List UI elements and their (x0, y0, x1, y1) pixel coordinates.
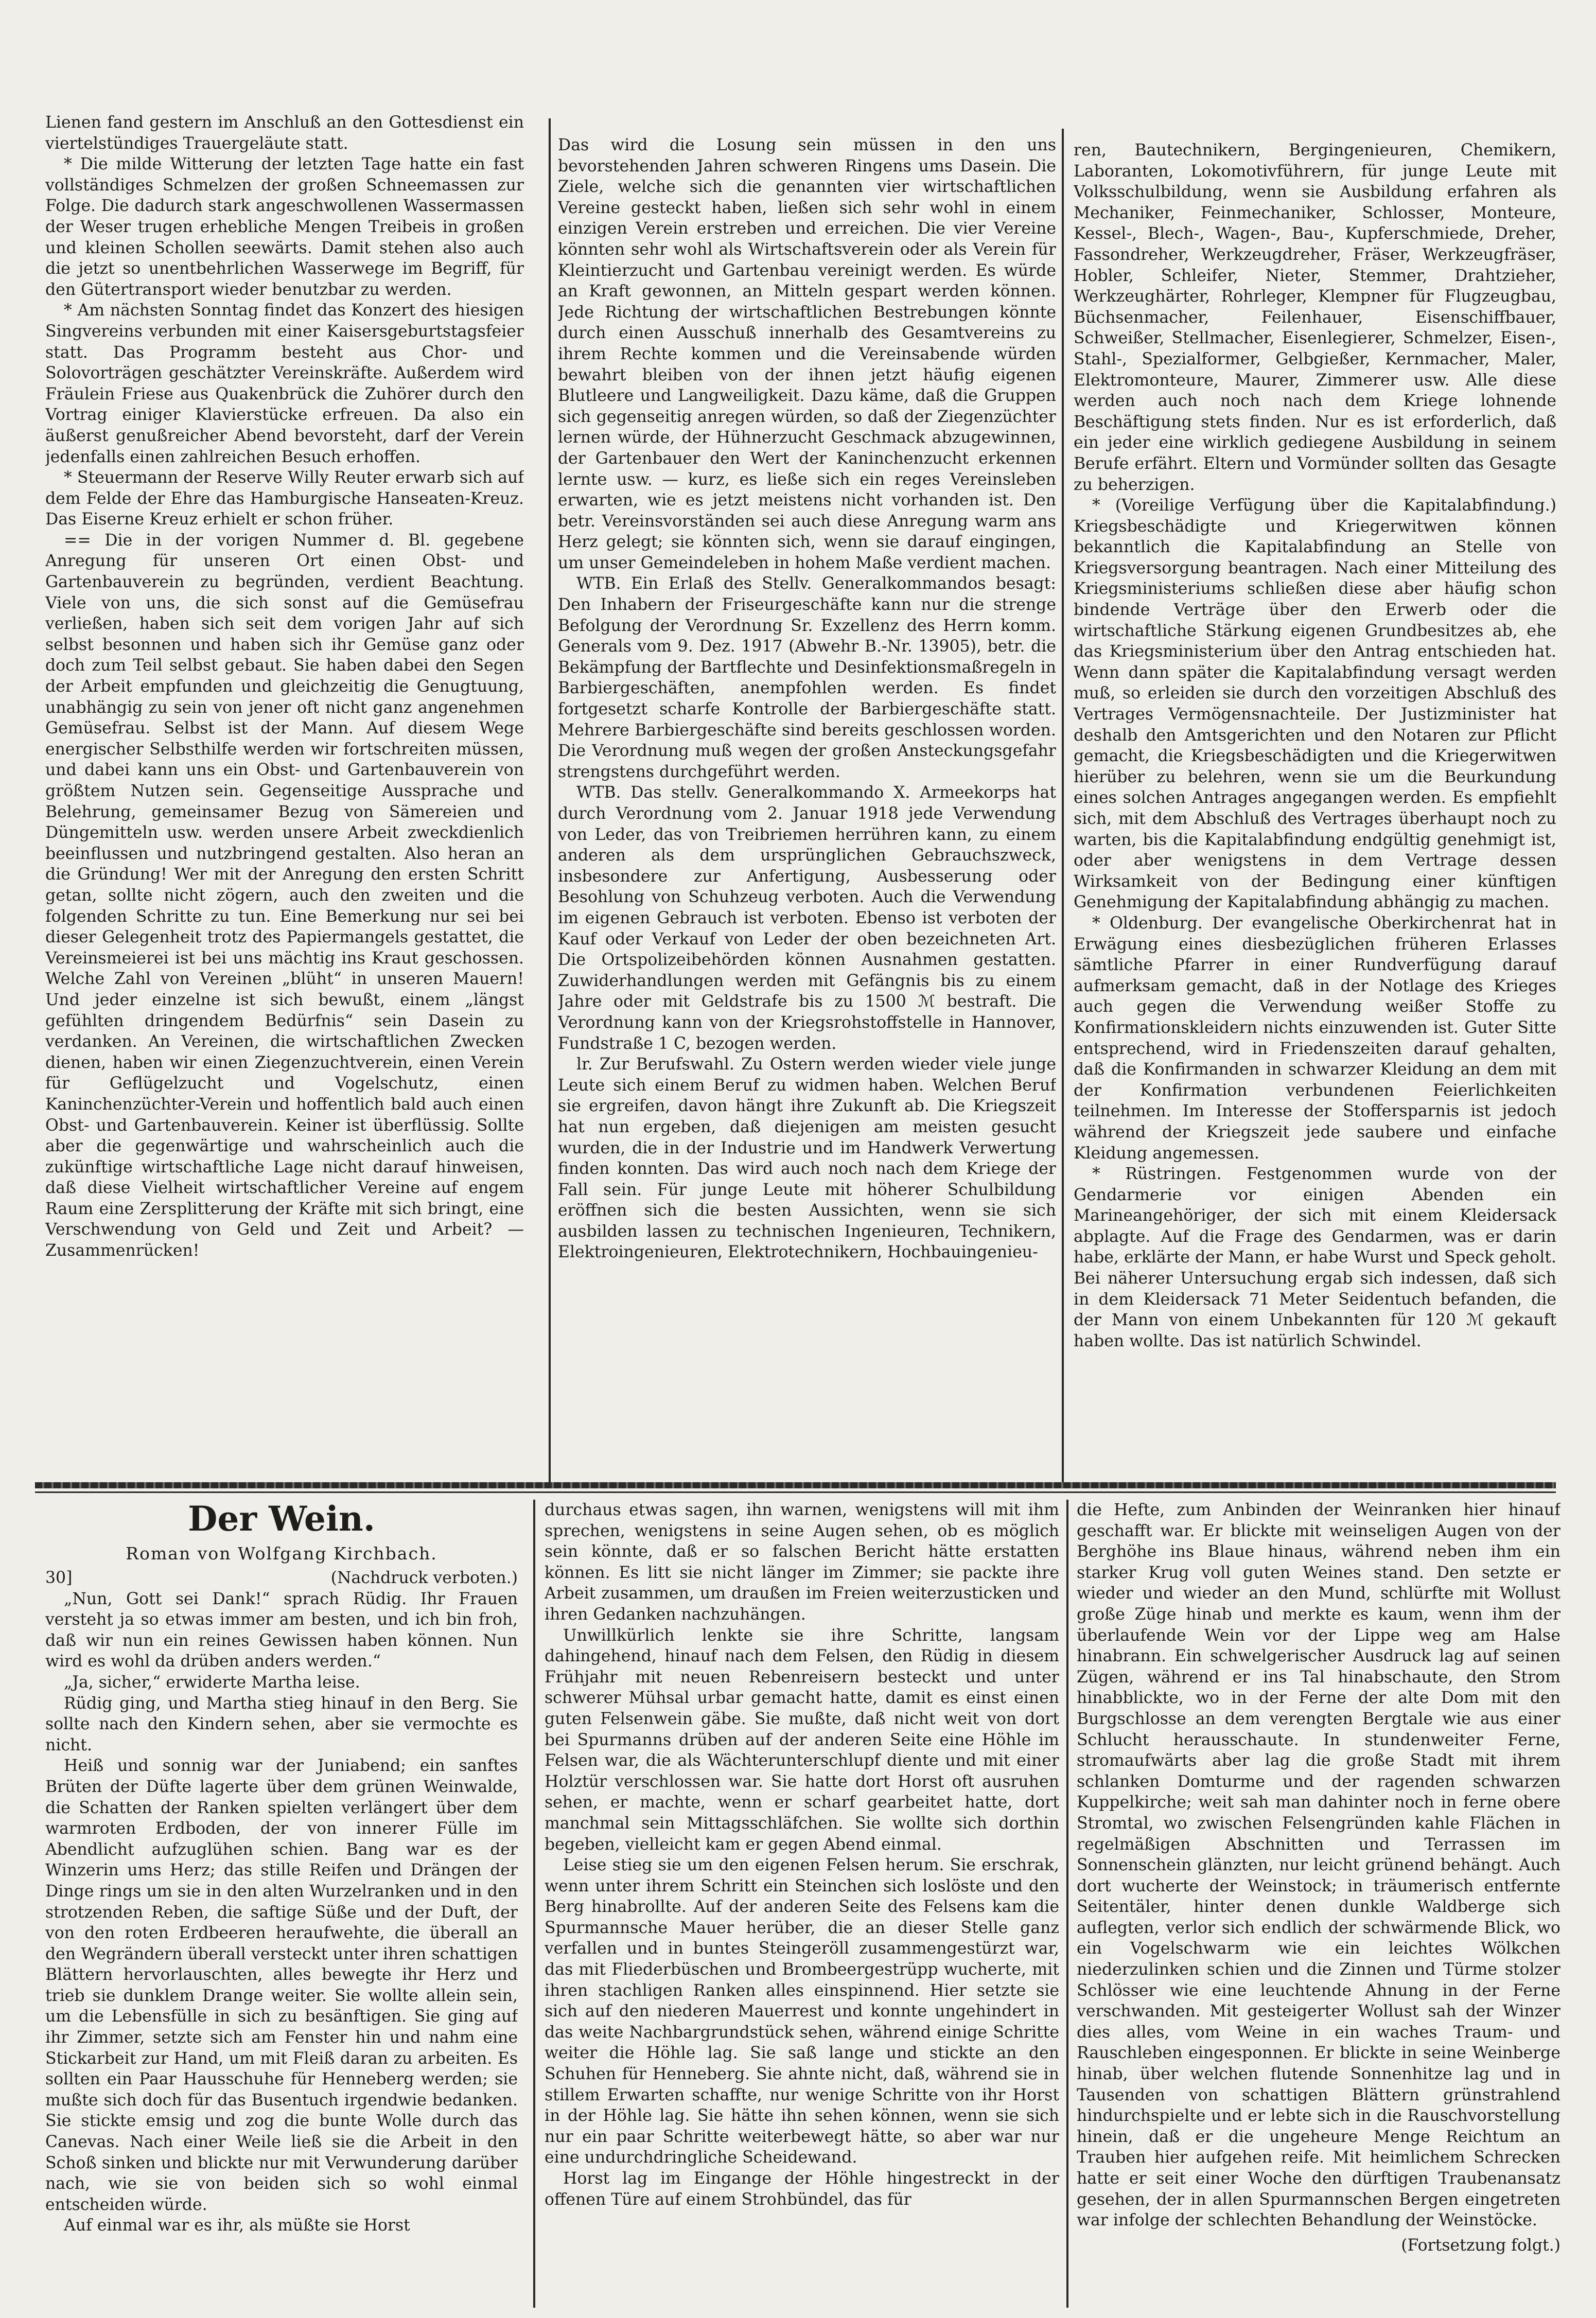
instalment-number: 30] (45, 1569, 73, 1587)
article-paragraph: * (Voreilige Verfügung über die Kapitalabfindung.) Kriegsbeschädigte und Kriegerwitwen können bekanntlich die Kapitalabfindung an Stelle von Kriegsversorgung beantragen. Nach einer Mitteilung des Kriegsministeriums schließen diese aber häufig schon bindende Verträge über den Erwerb oder die wirtschaftliche Stärkung eigenen Grundbesitzes ab, ehe das Kriegsministerium über den Antrag entschieden hat. Wenn dann später die Kapitalabfindung versagt werden muß, so erleiden sie durch den vorzeitigen Abschluß des Vertrages Vermögensnachteile. Der Justizminister hat deshalb den Amtsgerichten und den Notaren zur Pflicht gemacht, die Kriegsbeschädigten und die Kriegerwitwen hierüber zu belehren, wenn sie um die Beurkundung eines solchen Antrages angegangen werden. Es empfiehlt sich, mit dem Abschluß des Vertrages überhaupt noch zu warten, bis die Kapitalabfindung endgültig genehmigt ist, oder aber wenigstens in dem Vertrage dessen Wirksamkeit von der Bedingung einer künftigen Genehmigung der Kapitalabfindung abhängig zu machen. (1074, 496, 1556, 912)
feuilleton-column-1 (45, 1500, 518, 2318)
article-paragraph: * Die milde Witterung der letzten Tage hatte ein fast vollständiges Schmelzen der großen Schneemassen zur Folge. Die dadurch stark angeschwollenen Wassermassen der Weser trugen erhebliche Mengen Treibeis in großen und kleinen Schollen seewärts. Damit stehen also auch die jetzt so unentbehrlichen Wasserwege im Begriff, für den Gütertransport wieder benutzbar zu werden. (45, 155, 524, 299)
feuilleton-column-3 (1077, 1500, 1560, 2318)
article-paragraph: * Am nächsten Sonntag findet das Konzert des hiesigen Singvereins verbunden mit einer Kaisersgeburtstagsfeier statt. Das Programm besteht aus Chor- und Solovorträgen geschätzter Vereinskräfte. Außerdem wird Fräulein Friese aus Quakenbrück die Zuhörer durch den Vortrag einiger Klavierstücke erfreuen. Da also ein äußerst genußreicher Abend bevorsteht, darf der Verein jedenfalls einen zahlreichen Besuch erhoffen. (45, 301, 524, 466)
article-paragraph: Heiß und sonnig war der Juniabend; ein sanftes Brüten der Düfte lagerte über dem grünen Weinwalde, die Schatten der Ranken spielten verlängert über dem warmroten Erdboden, der von innerer Fülle im Abendlicht aufzuglühen schien. Bang war es der Winzerin ums Herz; das stille Reifen und Drängen der Dinge rings um sie in den alten Wurzelranken und in den strotzenden Reben, die saftige Süße und der Duft, der von den roten Erdbeeren heraufwehte, die überall an den Wegrändern überall versteckt unter ihren schattigen Blättern hervorlauschten, alles bewegte ihr Herz und trieb sie dunklem Drange weiter. Sie wollte allein sein, um die Lebensfülle in sich zu besänftigen. Sie ging auf ihr Zimmer, setzte sich am Fenster hin und nahm eine Stickarbeit zur Hand, um mit Fleiß daran zu arbeiten. Es sollten ein Paar Hausschuhe für Henneberg werden; sie mußte sich doch für das Busentuch irgendwie bedanken. Sie stickte emsig und zog die bunte Wolle durch das Canevas. Nach einer Weile ließ sie die Arbeit in den Schoß sinken und blickte nur mit Verwunderung darüber nach, wie sie von beiden sich so wohl einmal entscheiden würde. (45, 1757, 518, 2214)
feuilleton-text-1 (45, 1589, 518, 2236)
article-paragraph: * Steuermann der Reserve Willy Reuter erwarb sich auf dem Felde der Ehre das Hamburgische Hanseaten-Kreuz. Das Eiserne Kreuz erhielt er schon früher. (45, 468, 524, 529)
article-paragraph: „Ja, sicher,“ erwiderte Martha leise. (64, 1673, 360, 1692)
article-paragraph: die Hefte, zum Anbinden der Weinranken hier hinauf geschafft war. Er blickte mit weinseligen Augen von der Berghöhe ins Blaue hinaus, während neben ihm ein starker Krug voll guten Weines stand. Den setzte er wieder und wieder an den Mund, schlürfte mit Wollust große Züge hinab und merkte es kaum, wenn ihm der überlaufende Wein vor der Lippe weg am Halse hinabrann. Ein schwelgerischer Ausdruck lag auf seinen Zügen, während er ins Tal hinabschaute, den Strom hinabblickte, wo in der Ferne der alte Dom mit den Burgschlosse an dem verengten Bergtale wie aus einer Schlucht herausschaute. In stundenweiter Ferne, stromaufwärts aber lag die große Stadt mit ihrem schlanken Domturme und der ragenden schwarzen Kuppelkirche; weit sah man dahinter noch in ferne obere Stromtal, wo zwischen Felsengründen kahle Flächen in regelmäßigen Abschnitten und Terrassen im Sonnenschein glänzten, nur leicht grünend behängt. Auch dort wucherte der Weinstock; in träumerisch entfernte Seitentäler, hinter denen dunkle Waldberge sich auflegten, verlor sich endlich der schwärmende Blick, wo ein Vogelschwarm wie ein leichtes Wölkchen niederzulinken schien und die Zinnen und Türme stolzer Schlösser wie eine leuchtende Ahnung in der Ferne verschwanden. Mit gesteigerter Wollust sah der Winzer dies alles, vom Weine in ein waches Traum- und Rauschleben eingesponnen. Er blickte in seine Weinberge hinab, über welchen flutende Sonnenhitze lag und in Tausenden von schattigen Blättern grünstrahlend hindurchspielte und er lebte sich in die Rauschvorstellung hinein, daß er die ungeheure Menge Reichtum an Trauben hier aufgehen reife. Mit heimlichem Schrecken hatte er seit einer Woche den dürftigen Traubenansatz gesehen, der in allen Spurmannschen Bergen eingetreten war infolge der schlechten Behandlung der Weinstöcke. (1077, 1501, 1560, 2230)
feuilleton-text-3 (1077, 1500, 1560, 2231)
instalment-row (45, 1568, 518, 1589)
column-rule (533, 1500, 535, 2308)
article-paragraph: Horst lag im Eingange der Höhle hingestreckt in der offenen Türe auf einem Strohbündel, das für (545, 2169, 1059, 2209)
article-paragraph: Rüdig ging, und Martha stieg hinauf in den Berg. Sie sollte nach den Kindern sehen, aber sie vermochte es nicht. (45, 1694, 518, 1754)
article-paragraph: durchaus etwas sagen, ihn warnen, wenigstens will mit ihm sprechen, wenigstens in seine Augen sehen, ob es möglich sein könnte, daß er so falschen Bericht hätte erstatten können. Es litt sie nicht länger im Zimmer; sie packte ihre Arbeit zusammen, um draußen im Freien weiterzusticken und ihren Gedanken nachzuhängen. (545, 1501, 1059, 1624)
article-paragraph: * Oldenburg. Der evangelische Oberkirchenrat hat in Erwägung eines diesbezüglichen früheren Erlasses sämtliche Pfarrer in einer Rundverfügung darauf aufmerksam gemacht, daß in der Notlage des Krieges auch gegen die Verwendung weißer Stoffe zu Konfirmationskleidern nichts einzuwenden ist. Guter Sitte entsprechend, wird in Friedenszeiten darauf gehalten, daß die Konfirmanden in schwarzer Kleidung an dem mit der Konfirmation verbundenen Feierlichkeiten teilnehmen. Im Interesse der Stoffersparnis ist jedoch während der Kriegszeit jede saubere und einfache Kleidung angemessen. (1074, 914, 1556, 1163)
continued-note: (Fortsetzung folgt.) (1401, 2236, 1560, 2255)
article-paragraph: Leise stieg sie um den eigenen Felsen herum. Sie erschrak, wenn unter ihrem Schritt ein Steinchen sich loslöste und den Berg hinabrollte. Auf der anderen Seite des Felsens kam die Spurmannsche Mauer herüber, die an dieser Stelle ganz verfallen und in buntes Steingeröll zusammengestürzt war, das mit Fliederbüschen und Brombeergestrüpp wucherte, mit ihren stachligen Ranken alles einspinnend. Hier setzte sie sich auf den niederen Mauerrest und konnte ungehindert in das weite Nachbargrundstück sehen, während einige Schritte weiter die Höhle lag. Sie saß lange und stickte an den Schuhen für Henneberg. Sie ahnte nicht, daß, während sie in stillem Erwarten schaffte, nur wenige Schritte von ihr Horst in der Höhle lag. Sie hätte ihn sehen können, wenn sie sich nur ein paar Schritte weiterbewegt hätte, so aber war nur eine undurchdringliche Scheidewand. (545, 1856, 1059, 2167)
article-paragraph: lr. Zur Berufswahl. Zu Ostern werden wieder viele junge Leute sich einem Beruf zu widmen haben. Welchen Beruf sie ergreifen, davon hängt ihre Zukunft ab. Die Kriegszeit hat nun ergeben, daß diejenigen am meisten gesucht wurden, die in der Industrie und im Handwerk Verwertung finden konnten. Das wird auch noch nach dem Kriege der Fall sein. Für junge Leute mit höherer Schulbildung eröffnen sich die besten Aussichten, wenn sie sich ausbilden lassen zu technischen Ingenieuren, Technikern, Elektroingenieuren, Elektrotechnikern, Hochbauingenieu- (558, 1055, 1056, 1262)
article-paragraph: WTB. Ein Erlaß des Stellv. Generalkommandos besagt: Den Inhabern der Friseurgeschäfte kann nur die strenge Befolgung der Verordnung Sr. Exzellenz des Herrn komm. Generals vom 9. Dez. 1917 (Abwehr B.-Nr. 13905), betr. die Bekämpfung der Bartflechte und Desinfektionsmaßregeln in Barbiergeschäften, anempfohlen werden. Es findet fortgesetzt scharfe Kontrolle der Barbiergeschäfte statt. Mehrere Barbiergeschäfte sind bereits geschlossen worden. Die Verordnung muß wegen der großen Ansteckungsgefahr strengstens durchgeführt werden. (558, 574, 1056, 781)
column-rule (1066, 1500, 1068, 2308)
news-column-3 (1074, 140, 1556, 1475)
article-paragraph: == Die in der vorigen Nummer d. Bl. gegebene Anregung für unseren Ort einen Obst- und Gartenbauverein zu begründen, verdient Beachtung. Viele von uns, die sich sonst auf die Gemüsefrau verließen, haben sich seit dem vorigen Jahr auf sich selbst besonnen und haben sich ihr Gemüse ganz oder doch zum Teil selbst gebaut. Sie haben dabei den Segen der Arbeit empfunden und gleichzeitig die Genugtuung, unabhängig zu sein von jener oft nicht ganz angenehmen Gemüsefrau. Selbst ist der Mann. Auf diesem Wege energischer Selbsthilfe werden wir fortschreiten müssen, und dabei kann uns ein Obst- und Gartenbauverein von größtem Nutzen sein. Gegenseitige Aussprache und Belehrung, gemeinsamer Bezug von Sämereien und Düngemitteln usw. werden unsere Arbeit zweckdienlich beeinflussen und nutzbringend gestalten. Also heran an die Gründung! Wer mit der Anregung den ersten Schritt getan, sollte nicht zögern, auch den zweiten und die folgenden Schritte zu tun. Eine Bemerkung nur sei bei dieser Gelegenheit trotz des Papiermangels gestattet, die Vereinsmeierei ist bei uns mächtig ins Kraut geschossen. Welche Zahl von Vereinen „blüht“ in unseren Mauern! Und jeder einzelne ist sich bewußt, einem „längst gefühlten dringendem Bedürfnis“ sein Dasein zu verdanken. An Vereinen, die wirtschaftlichen Zwecken dienen, haben wir einen Ziegenzuchtverein, einen Verein für Geflügelzucht und Vogelschutz, einen Kaninchenzüchter-Verein und hoffentlich bald auch einen Obst- und Gartenbauverein. Keiner ist überflüssig. Sollte aber die gegenwärtige und wahrscheinlich auch die zukünftige wirtschaftliche Lage nicht darauf hinweisen, daß diese Vielheit wirtschaftlicher Vereine auf engem Raum eine Zersplitterung der Kräfte mit sich bringt, eine Verschwendung von Geld und Zeit und Arbeit? — Zusammenrücken! (45, 531, 524, 1260)
article-paragraph: Das wird die Losung sein müssen in den uns bevorstehenden Jahren schweren Ringens ums Dasein. Die Ziele, welche sich die genannten vier wirtschaftlichen Vereine gesteckt haben, ließen sich sehr wohl in einem einzigen Verein erstreben und erreichen. Die vier Vereine könnten sehr wohl als Wirtschaftsverein oder als Verein für Kleintierzucht und Gartenbau vereinigt werden. Es würde an Kraft gewonnen, an Mitteln gespart werden können. Jede Richtung der wirtschaftlichen Bestrebungen könnte durch einen Ausschuß innerhalb des Gesamtvereins zu ihrem Rechte kommen und die Vereinsabende würden bewahrt bleiben von der ihnen jetzt häufig eigenen Blutleere und Langweiligkeit. Dazu käme, daß die Gruppen sich gegenseitig anregen würden, so daß der Ziegenzüchter lernen würde, der Hühnerzucht Geschmack abzugewinnen, der Gartenbauer den Wert der Kaninchenzucht erkennen lernte usw. — kurz, es ließe sich ein reges Vereinsleben erwarten, wie es jetzt meistens nicht vorhanden ist. Den betr. Vereinsvorständen sei auch diese Anregung warm ans Herz gelegt; sie könnten sich, wenn sie darauf eingingen, um unser Gemeindeleben in hohem Maße verdient machen. (558, 136, 1056, 572)
article-paragraph: „Nun, Gott sei Dank!“ sprach Rüdig. Ihr Frauen versteht ja so etwas immer am besten, und ich bin froh, daß wir nun ein reines Gewissen haben können. Nun wird es wohl da drüben anders werden.“ (45, 1589, 518, 1671)
column-rule (1062, 129, 1064, 1482)
news-column-1 (45, 112, 524, 1481)
article-paragraph: WTB. Das stellv. Generalkommando X. Armeekorps hat durch Verordnung vom 2. Januar 1918 jede Verwendung von Leder, das von Treibriemen herrühren kann, zu einem anderen als dem ursprünglichen Gebrauchszweck, insbesondere zur Anfertigung, Ausbesserung oder Besohlung von Schuhzeug verboten. Auch die Verwendung im eigenen Gebrauch ist verboten. Ebenso ist verboten der Kauf oder Verkauf von Leder der oben bezeichneten Art. Die Ortspolizeibehörden können Ausnahmen gestatten. Zuwiderhandlungen werden mit Gefängnis bis zu einem Jahre oder mit Geldstrafe bis zu 1500 ℳ bestraft. Die Verordnung kann von der Kriegsrohstoffstelle in Hannover, Fundstraße 1 C, bezogen werden. (558, 783, 1056, 1053)
article-paragraph: ren, Bautechnikern, Bergingenieuren, Chemikern, Laboranten, Lokomotivführern, für junge Leute mit Volksschulbildung, wenn sie Ausbildung erfahren als Mechaniker, Feinmechaniker, Schlosser, Monteure, Kessel-, Blech-, Wagen-, Bau-, Kupferschmiede, Dreher, Fassondreher, Werkzeugdreher, Fräser, Werkzeugfräser, Hobler, Schleifer, Nieter, Stemmer, Drahtzieher, Werkzeughärter, Rohrleger, Klempner für Flugzeugbau, Büchsenmacher, Feilenhauer, Eisenschiffbauer, Schweißer, Stellmacher, Eisenlegierer, Schmelzer, Eisen-, Stahl-, Spezialformer, Gelbgießer, Kernmacher, Maler, Elektromonteure, Maurer, Zimmerer usw. Alle diese werden auch noch nach dem Kriege lohnende Beschäftigung stets finden. Nur es ist erforderlich, daß ein jeder eine wirklich gediegene Ausbildung in seinem Berufe erfährt. Eltern und Vormünder sollten das Gesagte zu beherzigen. (1074, 141, 1556, 494)
feuilleton-separator-thin (35, 1491, 1556, 1493)
article-paragraph: * Rüstringen. Festgenommen wurde von der Gendarmerie vor einigen Abenden ein Marineangehöriger, der sich mit einem Kleidersack abplagte. Auf die Frage des Gendarmen, was er darin habe, erklärte der Mann, er habe Wurst und Speck geholt. Bei näherer Untersuchung ergab sich indessen, daß sich in dem Kleidersack 71 Meter Seidentuch befanden, die der Mann von einem Unbekannten für 120 ℳ gekauft haben wollte. Das ist natürlich Schwindel. (1074, 1165, 1556, 1350)
article-paragraph: Lienen fand gestern im Anschluß an den Gottesdienst ein viertelstündiges Trauergeläute statt. (45, 113, 524, 153)
news-column-2 (558, 135, 1056, 1486)
feuilleton-title: Der Wein. (188, 1500, 375, 1539)
feuilleton-separator (35, 1482, 1556, 1488)
article-paragraph: Auf einmal war es ihr, als müßte sie Horst (64, 2216, 410, 2235)
feuilleton-byline: Roman von Wolfgang Kirchbach. (126, 1543, 437, 1564)
column-rule (549, 118, 551, 1482)
article-paragraph: Unwillkürlich lenkte sie ihre Schritte, langsam dahingehend, hinauf nach dem Felsen, den Rüdig in diesem Frühjahr mit neuen Rebenreisern besteckt und unter schwerer Mühsal urbar gemacht hatte, damit es einst einen guten Felsenwein gäbe. Sie mußte, daß nicht weit von dort bei Spurmanns drüben auf der anderen Seite eine Höhle im Felsen war, die als Wächterunterschlupf diente und mit einer Holztür verschlossen war. Sie hatte dort Horst oft ausruhen sehen, er machte, wenn er scharf gearbeitet hatte, dort manchmal sein Mittagsschläfchen. Sie wollte sich dorthin begeben, vielleicht kam er gegen Abend einmal. (545, 1626, 1059, 1854)
feuilleton-column-2 (545, 1500, 1059, 2318)
reprint-notice: (Nachdruck verboten.) (330, 1569, 518, 1587)
